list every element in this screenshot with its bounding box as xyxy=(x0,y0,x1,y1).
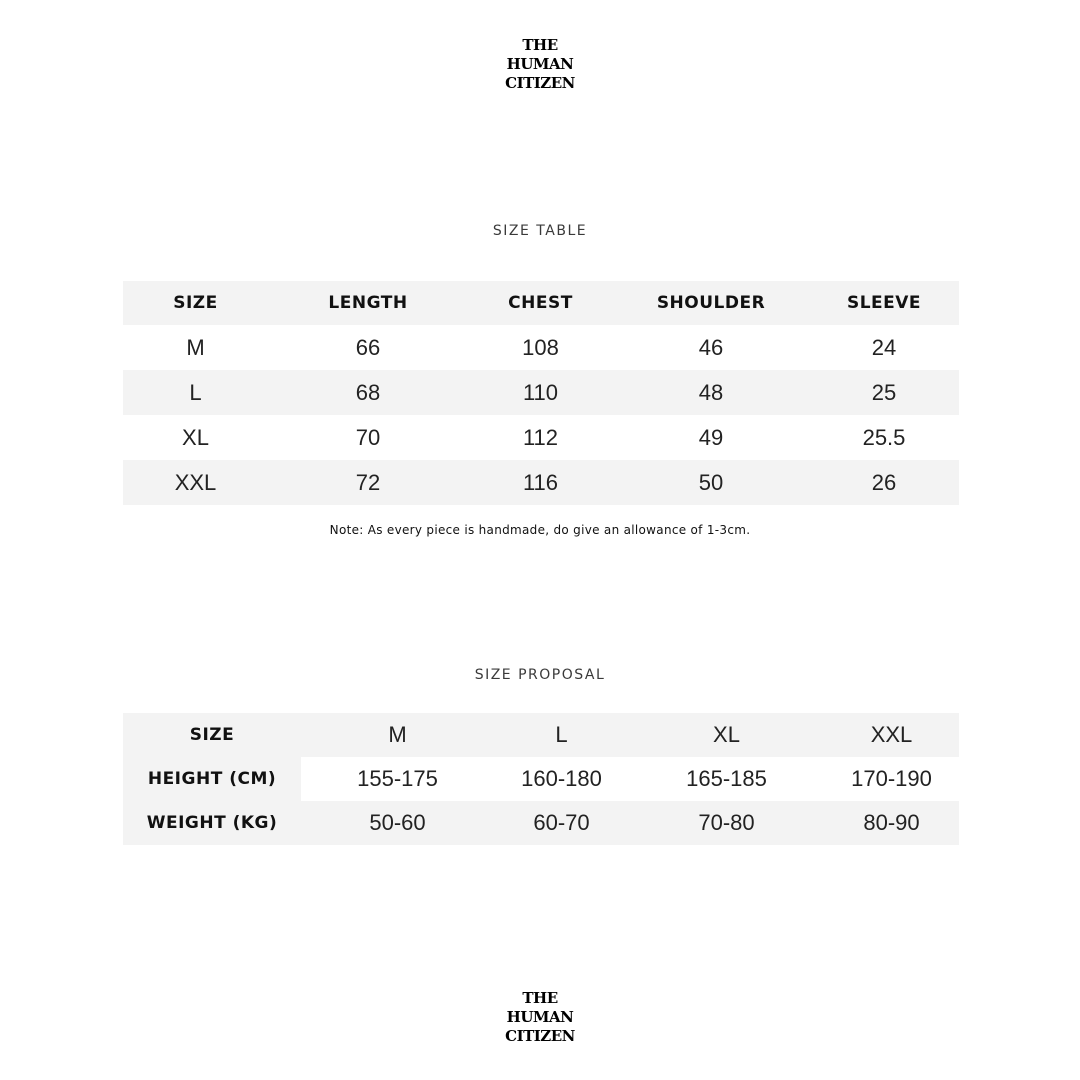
brand-logo-line: THE xyxy=(522,36,558,54)
table-cell: 25 xyxy=(809,370,959,415)
brand-logo-line: HUMAN xyxy=(506,1008,574,1026)
size-proposal-title: SIZE PROPOSAL xyxy=(474,667,606,683)
table-cell: 165-185 xyxy=(686,766,767,791)
column-header-size: SIZE xyxy=(123,713,301,757)
size-table-note: Note: As every piece is handmade, do give an allowance of 1-3cm. xyxy=(329,523,751,537)
table-cell: 70-80 xyxy=(629,801,824,845)
size-table-header-row xyxy=(123,281,959,325)
table-cell: 160-180 xyxy=(521,766,602,791)
column-header-m: M xyxy=(301,713,494,757)
brand-logo-line: HUMAN xyxy=(506,55,574,73)
column-header-sleeve: SLEEVE xyxy=(809,281,959,325)
table-cell: 66 xyxy=(355,334,381,360)
table-cell: 50 xyxy=(613,460,809,505)
table-cell: 112 xyxy=(522,424,559,450)
table-row xyxy=(123,370,959,415)
brand-logo-bottom xyxy=(0,989,1080,1046)
table-cell: 80-90 xyxy=(824,801,959,845)
column-header-xl: XL xyxy=(629,713,824,757)
row-header-weight: WEIGHT (KG) xyxy=(123,801,301,845)
table-row xyxy=(123,801,959,845)
size-table-title: SIZE TABLE xyxy=(492,223,588,239)
size-table xyxy=(123,281,959,505)
size-proposal-table xyxy=(123,713,959,845)
table-cell: 170-190 xyxy=(851,766,932,791)
table-cell: XXL xyxy=(123,460,268,505)
table-cell: 110 xyxy=(468,370,613,415)
column-header-xxl: XXL xyxy=(824,713,959,757)
table-cell: XL xyxy=(182,424,209,450)
table-cell: 68 xyxy=(268,370,468,415)
table-row xyxy=(123,415,959,460)
table-cell: 155-175 xyxy=(357,766,438,791)
table-cell: 108 xyxy=(522,334,559,360)
table-row xyxy=(123,460,959,505)
brand-logo-line: CITIZEN xyxy=(505,1027,575,1045)
table-cell: 116 xyxy=(468,460,613,505)
column-header-length: LENGTH xyxy=(268,281,468,325)
table-cell: 70 xyxy=(355,424,381,450)
brand-logo-line: CITIZEN xyxy=(505,74,575,92)
table-cell: 72 xyxy=(268,460,468,505)
table-row xyxy=(123,325,959,370)
table-cell: 25.5 xyxy=(862,424,906,450)
table-cell: 48 xyxy=(613,370,809,415)
column-header-shoulder: SHOULDER xyxy=(613,281,809,325)
table-cell: 60-70 xyxy=(494,801,629,845)
column-header-size: SIZE xyxy=(123,281,268,325)
column-header-chest: CHEST xyxy=(468,281,613,325)
table-cell: 26 xyxy=(809,460,959,505)
table-row xyxy=(123,757,959,801)
table-cell: 24 xyxy=(871,334,897,360)
column-header-l: L xyxy=(494,713,629,757)
table-cell: M xyxy=(186,334,205,360)
table-cell: 49 xyxy=(698,424,724,450)
row-header-height: HEIGHT (CM) xyxy=(123,757,301,801)
table-cell: 50-60 xyxy=(301,801,494,845)
table-cell: 46 xyxy=(698,334,724,360)
brand-logo-line: THE xyxy=(522,989,558,1007)
table-cell: L xyxy=(123,370,268,415)
size-proposal-header-row xyxy=(123,713,959,757)
brand-logo-top xyxy=(0,36,1080,93)
